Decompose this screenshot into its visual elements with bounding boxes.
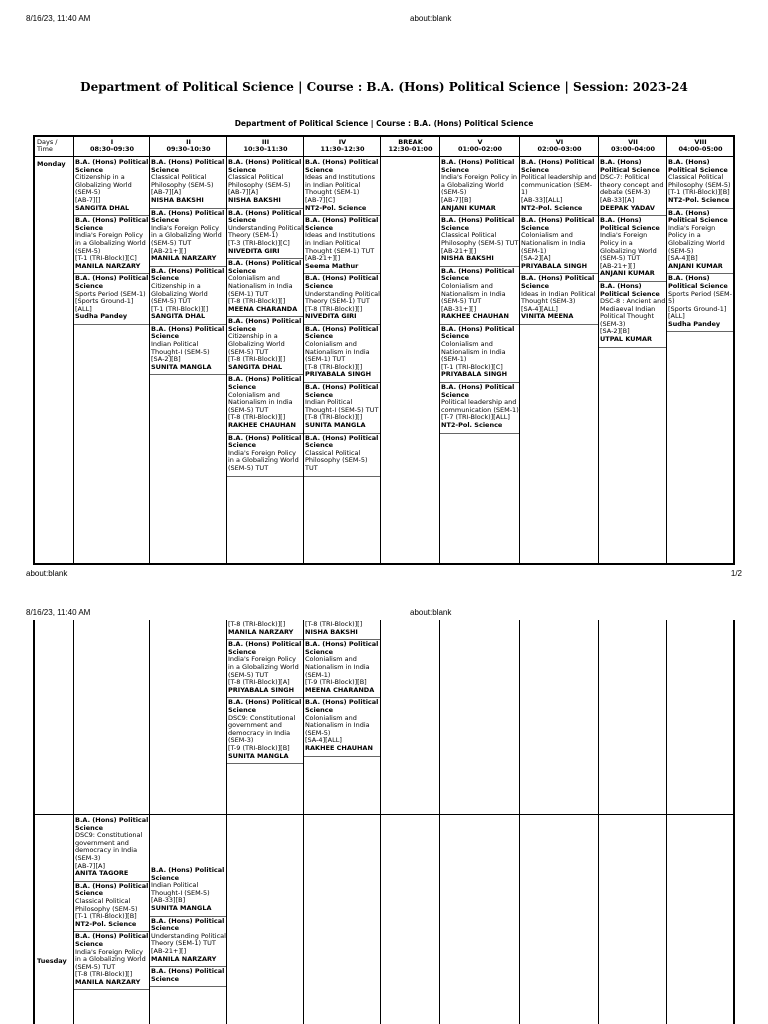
entry-detail: [SA-4][ALL] [521, 304, 558, 313]
entry-course: B.A. (Hons) Political Science [305, 698, 379, 714]
entry-detail: Indian Political Thought-I (SEM-5) TUT [305, 398, 379, 414]
entry-detail: India's Foreign Policy in a Globalizing World (SEM-5) [75, 231, 146, 255]
schedule-entry [599, 282, 667, 348]
schedule-entry [74, 216, 150, 274]
entry-teacher: SUNITA MANGLA [305, 421, 366, 429]
slot-column-2 [149, 137, 227, 563]
entry-teacher: NIVEDITA GIRI [305, 312, 357, 321]
slot-column-7 [598, 137, 667, 563]
entry-course: B.A. (Hons) Political Science [600, 158, 660, 174]
entry-detail: Citizenship in a Globalizing World (SEM-5) TUT [228, 332, 285, 356]
entry-course: B.A. (Hons) Political Science [228, 208, 302, 225]
entry-teacher: NT2-Pol. Science [441, 421, 503, 429]
schedule-entry [304, 434, 381, 477]
slot-cells [440, 158, 520, 434]
schedule-entry [150, 967, 227, 987]
entry-detail: [AB-33][ALL] [521, 195, 563, 204]
schedule-entry [227, 259, 304, 317]
schedule-entry [150, 209, 227, 267]
entry-detail: India's Foreign Policy in a Globalizing World (SEM-5) TUT [75, 947, 146, 971]
entry-course: B.A. (Hons) Political Science [151, 866, 225, 882]
entry-teacher: ANJANI KUMAR [668, 261, 723, 270]
slot-cells [150, 866, 227, 987]
entry-detail: Ideas in Indian Political Thought (SEM-3) [521, 289, 596, 306]
entry-detail: [T-1 (TRI-Block)][C] [75, 254, 137, 263]
schedule-entry [304, 640, 381, 698]
slot-column-4 [303, 137, 381, 563]
schedule-entry [74, 274, 150, 325]
entry-course: B.A. (Hons) Political Science [441, 216, 515, 232]
entry-teacher: ANJANI KUMAR [600, 269, 655, 278]
schedule-entry [227, 209, 304, 260]
entry-teacher: NT2-Pol. Science [668, 195, 730, 204]
print-datetime: 8/16/23, 11:40 AM [26, 608, 91, 617]
entry-teacher: SANGITA DHAL [228, 362, 283, 371]
entry-course: B.A. (Hons) Political Science [441, 383, 515, 399]
entry-teacher: VINITA MEENA [521, 312, 574, 321]
entry-detail: Colonialism and Nationalism in India (SEM-5) TUT [441, 281, 506, 306]
entry-detail: DSC-8 : Ancient and Mediaeval Indian Political Thought (SEM-3) [600, 297, 666, 328]
schedule-entry [440, 216, 520, 267]
entry-teacher: MANILA NARZARY [75, 977, 141, 986]
entry-course: B.A. (Hons) Political Science [441, 158, 515, 174]
entry-teacher: NT2-Pol. Science [521, 203, 583, 212]
schedule-entry [74, 882, 150, 933]
slot-header-1: I 08:30-09:30 [74, 137, 150, 157]
entry-teacher: NISHA BAKSHI [151, 195, 204, 204]
entry-detail: [AB-7][C] [305, 195, 336, 204]
entry-detail: [T-3 (TRI-Block)][C] [228, 238, 290, 247]
entry-teacher: RAKHEE CHAUHAN [228, 421, 296, 429]
days-column [35, 137, 73, 563]
entry-detail: DSC-7: Political theory concept and debate (SEM-3) [600, 173, 664, 197]
entry-detail: India's Foreign Policy in a Globalizing World (SEM-5) TUT [228, 448, 299, 472]
entry-detail: Colonialism and Nationalism in India (SEM-1) TUT [305, 340, 370, 364]
slot-column-6 [519, 620, 599, 1024]
day-monday: Monday [37, 160, 66, 168]
entry-course: B.A. (Hons) Political Science [305, 640, 379, 656]
schedule-entry [304, 383, 381, 434]
entry-course: B.A. (Hons) Political Science [151, 324, 225, 341]
entry-course: B.A. (Hons) Political Science [228, 640, 302, 656]
slot-header-2: II 09:30-10:30 [150, 137, 227, 157]
schedule-entry [227, 640, 304, 698]
entry-detail: DSC9: Constitutional government and democracy in India (SEM-3) [75, 831, 143, 862]
entry-course: B.A. (Hons) Political Science [305, 324, 379, 341]
schedule-entry [440, 383, 520, 434]
entry-detail: Indian Political Thought-I (SEM-5) [151, 340, 210, 356]
slot-cells [227, 158, 304, 477]
entry-detail: [SA-2][B] [600, 327, 630, 336]
slot-column-2 [149, 620, 227, 1024]
entry-detail: Classical Political Philosophy (SEM-5) [228, 173, 291, 189]
entry-teacher: PRIYABALA SINGH [521, 261, 588, 270]
entry-course: B.A. (Hons) Political Science [668, 274, 728, 290]
entry-teacher: MANILA NARZARY [151, 954, 217, 963]
entry-course: B.A. (Hons) Political Science [228, 317, 302, 333]
entry-course: B.A. (Hons) Political Science [151, 266, 225, 283]
slot-cells [599, 158, 667, 348]
entry-course: B.A. (Hons) Political Science [305, 433, 379, 450]
footer-url: about:blank [26, 569, 68, 578]
entry-course: B.A. (Hons) Political Science [305, 383, 379, 399]
entry-teacher: PRIYABALA SINGH [305, 370, 372, 379]
entry-course: B.A. (Hons) Political Science [521, 216, 595, 232]
entry-teacher: NIVEDITA GIRI [228, 246, 280, 255]
entry-teacher: NISHA BAKSHI [228, 195, 281, 204]
entry-detail: [SA-2][B] [151, 355, 181, 364]
entry-course: B.A. (Hons) Political Science [151, 916, 225, 933]
slot-cells [74, 158, 150, 325]
print-datetime: 8/16/23, 11:40 AM [26, 14, 91, 23]
entry-teacher: Sudha Pandey [668, 319, 721, 328]
entry-detail: [AB-21+][] [441, 246, 477, 255]
entry-detail: [T-1 (TRI-Block)][C] [441, 362, 503, 371]
entry-detail: [AB-7][A] [228, 188, 258, 197]
slot-column-1 [73, 137, 150, 563]
entry-teacher: SANGITA DHAL [75, 203, 130, 212]
entry-course: B.A. (Hons) Political Science [75, 816, 149, 832]
entry-course: B.A. (Hons) Political Science [151, 158, 225, 174]
schedule-entry [150, 158, 227, 209]
entry-detail: Political leadership and communication (SEM-1) [521, 173, 597, 197]
entry-teacher: MEENA CHARANDA [228, 304, 298, 313]
entry-detail: [T-9 (TRI-Block)][B] [305, 678, 367, 687]
entry-detail: [T-7 (TRI-Block)][ALL] [441, 413, 510, 422]
schedule-entry [304, 158, 381, 216]
entry-teacher: PRIYABALA SINGH [441, 370, 508, 379]
schedule-entry-continued: [T-8 (TRI-Block)][] NISHA BAKSHI [304, 620, 381, 640]
schedule-entry [227, 434, 304, 477]
entry-course: B.A. (Hons) Political Science [668, 158, 728, 174]
schedule-entry [440, 325, 520, 383]
slot-column-5 [439, 137, 520, 563]
entry-detail: Classical Political Philosophy (SEM-5) [151, 173, 214, 189]
entry-detail: Citizenship in a Globalizing World (SEM-5) [75, 173, 132, 197]
entry-course: B.A. (Hons) Political Science [228, 375, 302, 392]
timetable-page-2 [33, 620, 735, 1024]
entry-detail: Indian Political Thought-I (SEM-5) [151, 881, 210, 897]
print-url-title: about:blank [410, 14, 452, 23]
entry-detail: Colonialism and Nationalism in India (SEM-1) [305, 655, 370, 679]
entry-detail: Ideas and Institutions in Indian Political Thought (SEM-1) TUT [305, 231, 376, 255]
entry-detail: [T-8 (TRI-Block)][] [228, 355, 286, 364]
day-separator [35, 814, 226, 815]
entry-detail: [T-8 (TRI-Block)][A] [228, 678, 290, 687]
entry-detail: Classical Political Philosophy (SEM-5) [668, 173, 731, 189]
schedule-entry [304, 698, 381, 756]
entry-teacher: NT2-Pol. Science [305, 203, 367, 212]
slot-header-7: VII 03:00-04:00 [599, 137, 667, 157]
schedule-entry [440, 158, 520, 216]
slot-cells [150, 158, 227, 375]
slot-cells [74, 816, 150, 990]
slot-header-3: III 10:30-11:30 [227, 137, 304, 157]
entry-course: B.A. (Hons) Political Science [75, 216, 149, 232]
schedule-entry [150, 267, 227, 325]
entry-course: B.A. (Hons) Political Science [600, 281, 660, 298]
schedule-entry [227, 698, 304, 764]
timetable-page-1 [33, 135, 735, 565]
entry-detail: [AB-33][B] [151, 896, 186, 905]
entry-detail: India's Foreign Policy in a Globalizing World (SEM-5) TUT [151, 223, 222, 247]
entry-detail: [AB-21+][] [600, 261, 636, 270]
days-time-header: Days / Time [35, 137, 73, 157]
day-tuesday: Tuesday [37, 957, 67, 965]
entry-teacher: MEENA CHARANDA [305, 685, 375, 694]
entry-course: B.A. (Hons) Political Science [305, 274, 379, 290]
slot-cells [520, 158, 599, 325]
schedule-entry [304, 274, 381, 325]
entry-detail: [AB-7][] [75, 195, 101, 204]
entry-course: B.A. (Hons) Political Science [441, 266, 515, 283]
entry-detail: [Sports Ground-1][ALL] [668, 304, 727, 321]
entry-detail: India's Foreign Policy in a Globalizing World (SEM-5) [441, 173, 518, 197]
schedule-entry [227, 317, 304, 375]
schedule-entry-continued: [T-8 (TRI-Block)][] MANILA NARZARY [227, 620, 304, 640]
entry-detail: India's Foreign Policy in a Globalizing World (SEM-5) TUT [600, 231, 657, 263]
entry-course: B.A. (Hons) Political Science [441, 324, 515, 341]
schedule-entry [74, 932, 150, 990]
schedule-entry [520, 216, 599, 274]
entry-course: B.A. (Hons) Political Science [668, 208, 728, 225]
entry-detail: [T-8 (TRI-Block)][] [75, 970, 133, 979]
entry-teacher: ANITA TAGORE [75, 869, 129, 878]
schedule-entry [304, 325, 381, 383]
schedule-entry [74, 816, 150, 882]
entry-course: B.A. (Hons) Political Science [75, 274, 149, 290]
entry-course: B.A. (Hons) Political Science [305, 158, 379, 174]
entry-course: B.A. (Hons) Political Science [228, 433, 302, 450]
slot-column-3 [226, 137, 304, 563]
entry-detail: [AB-7][A] [151, 188, 181, 197]
schedule-entry [599, 216, 667, 282]
slot-header-4: IV 11:30-12:30 [304, 137, 381, 157]
slot-header-8: VIII 04:00-05:00 [667, 137, 734, 157]
entry-detail: [AB-21+][] [151, 246, 187, 255]
slot-column-5 [439, 620, 520, 1024]
slot-cells [227, 620, 304, 764]
entry-detail: [T-1 (TRI-Block)][B] [668, 188, 730, 197]
entry-detail: [SA-2][A] [521, 254, 551, 263]
day-separator [226, 814, 733, 815]
entry-teacher: NISHA BAKSHI [441, 254, 494, 263]
entry-detail: [T-1 (TRI-Block)][B] [75, 912, 137, 921]
entry-detail: Sports Period (SEM-1) [75, 289, 146, 298]
entry-detail: [AB-31+][] [441, 304, 477, 313]
schedule-entry [74, 158, 150, 216]
slot-column-1 [73, 620, 150, 1024]
entry-detail: [Sports Ground-1][ALL] [75, 297, 134, 313]
slot-cells [304, 158, 381, 477]
slot-column-8 [666, 137, 734, 563]
slot-cells [667, 158, 734, 332]
entry-course: B.A. (Hons) Political Science [228, 158, 302, 174]
schedule-entry [667, 274, 734, 332]
schedule-entry [667, 209, 734, 275]
entry-teacher: ANJANI KUMAR [441, 203, 496, 212]
entry-detail: [AB-33][A] [600, 195, 635, 204]
schedule-entry [227, 375, 304, 433]
slot-column-break [380, 620, 440, 1024]
entry-course: B.A. (Hons) Political Science [305, 216, 379, 232]
entry-detail: Colonialism and Nationalism in India (SEM-1) [441, 340, 506, 364]
entry-detail: [T-8 (TRI-Block)][] [228, 413, 286, 422]
entry-course: B.A. (Hons) Political Science [151, 967, 225, 983]
schedule-entry [667, 158, 734, 209]
slot-column-8 [666, 620, 734, 1024]
entry-detail: Understanding Political Theory (SEM-1) TUT [151, 931, 226, 948]
entry-teacher: Sudha Pandey [75, 312, 128, 321]
entry-teacher: DEEPAK YADAV [600, 203, 655, 212]
print-url-title: about:blank [410, 608, 452, 617]
entry-detail: [AB-21+][] [305, 254, 341, 263]
entry-detail: Political leadership and communication (SEM-1) [441, 398, 519, 414]
entry-detail: India's Foreign Policy in a Globalizing World (SEM-5) [668, 223, 725, 255]
slot-column-4 [303, 620, 381, 1024]
slot-header-6: VI 02:00-03:00 [520, 137, 599, 157]
slot-cells-list [227, 640, 304, 764]
slot-cells-list [304, 640, 381, 756]
schedule-entry [227, 158, 304, 209]
slot-column-3 [226, 620, 304, 1024]
slot-cells [304, 620, 381, 757]
entry-teacher: SUNITA MANGLA [151, 903, 212, 912]
entry-course: B.A. (Hons) Political Science [75, 881, 149, 898]
entry-detail: Sports Period (SEM-5) [668, 289, 732, 306]
entry-detail: [T-8 (TRI-Block)][] [305, 362, 363, 371]
schedule-entry [520, 274, 599, 325]
slot-header-break: BREAK 12:30-01:00 [381, 137, 440, 157]
entry-teacher: MANILA NARZARY [151, 254, 217, 263]
entry-teacher: UTPAL KUMAR [600, 335, 653, 344]
entry-detail: Classical Political Philosophy (SEM-5) TUT [305, 448, 368, 472]
entry-detail: Colonialism and Nationalism in India (SEM-5) TUT [228, 390, 293, 414]
entry-course: B.A. (Hons) Political Science [521, 274, 595, 290]
entry-course: B.A. (Hons) Political Science [75, 932, 149, 948]
slot-header-5: V 01:00-02:00 [440, 137, 520, 157]
table-subtitle: Department of Political Science | Course : B.A. (Hons) Political Science [234, 119, 534, 128]
schedule-entry [304, 216, 381, 274]
entry-detail: India's Foreign Policy in a Globalizing World (SEM-5) TUT [228, 655, 299, 679]
entry-detail: Colonialism and Nationalism in India (SEM-5) [305, 713, 370, 737]
entry-detail: [AB-7][B] [441, 195, 471, 204]
entry-detail: [T-8 (TRI-Block)][] [228, 297, 286, 306]
entry-teacher: RAKHEE CHAUHAN [305, 743, 373, 752]
entry-detail: [SA-4][B] [668, 254, 698, 263]
entry-detail: Ideas and Institutions in Indian Political Thought (SEM-1) [305, 173, 376, 197]
entry-detail: Classical Political Philosophy (SEM-5) TUT [441, 231, 519, 247]
entry-detail: [AB-21+][] [151, 946, 187, 955]
slot-column-7 [598, 620, 667, 1024]
schedule-entry [599, 158, 667, 216]
entry-teacher: Seema Mathur [305, 261, 359, 270]
entry-detail: Colonialism and Nationalism in India (SEM-1) TUT [228, 274, 293, 298]
entry-detail: [T-8 (TRI-Block)][] [305, 304, 363, 313]
page-number: 1/2 [730, 569, 742, 578]
slot-column-6 [519, 137, 599, 563]
schedule-entry [150, 325, 227, 376]
entry-detail: Colonialism and Nationalism in India (SEM-1) [521, 231, 586, 255]
slot-column-break [380, 137, 440, 563]
schedule-entry [150, 866, 227, 917]
entry-course: B.A. (Hons) Political Science [600, 216, 660, 232]
entry-detail: Classical Political Philosophy (SEM-5) [75, 896, 138, 913]
entry-teacher: NT2-Pol. Science [75, 919, 137, 928]
entry-teacher: MANILA NARZARY [75, 261, 141, 270]
entry-course: B.A. (Hons) Political Science [521, 158, 595, 174]
entry-detail: [SA-4][ALL] [305, 736, 342, 745]
entry-course: B.A. (Hons) Political Science [228, 698, 302, 714]
entry-detail: DSC9: Constitutional government and democracy in India (SEM-3) [228, 713, 296, 745]
entry-detail: [AB-7][A] [75, 861, 105, 870]
entry-teacher: SANGITA DHAL [151, 312, 206, 321]
schedule-entry [520, 158, 599, 216]
entry-detail: Understanding Political Theory (SEM-1) TUT [305, 289, 380, 306]
entry-course: B.A. (Hons) Political Science [228, 259, 302, 275]
entry-teacher: RAKHEE CHAUHAN [441, 312, 509, 321]
entry-teacher: SUNITA MANGLA [151, 362, 212, 371]
entry-detail: [T-9 (TRI-Block)][B] [228, 743, 290, 752]
entry-course: B.A. (Hons) Political Science [75, 158, 149, 174]
entry-detail: [T-8 (TRI-Block)][] [305, 413, 363, 422]
entry-teacher: SUNITA MANGLA [228, 751, 289, 760]
schedule-entry [150, 917, 227, 968]
entry-teacher: PRIYABALA SINGH [228, 685, 295, 694]
entry-detail: Understanding Political Theory (SEM-1) [228, 223, 303, 240]
entry-detail: [T-1 (TRI-Block)][] [151, 304, 209, 313]
entry-detail: Citizenship in a Globalizing World (SEM-5) TUT [151, 281, 208, 306]
entry-course: B.A. (Hons) Political Science [151, 208, 225, 225]
page-title: Department of Political Science | Course : B.A. (Hons) Political Science | Session: 2023-24 [80, 80, 688, 94]
days-column [35, 620, 73, 1024]
schedule-entry [440, 267, 520, 325]
